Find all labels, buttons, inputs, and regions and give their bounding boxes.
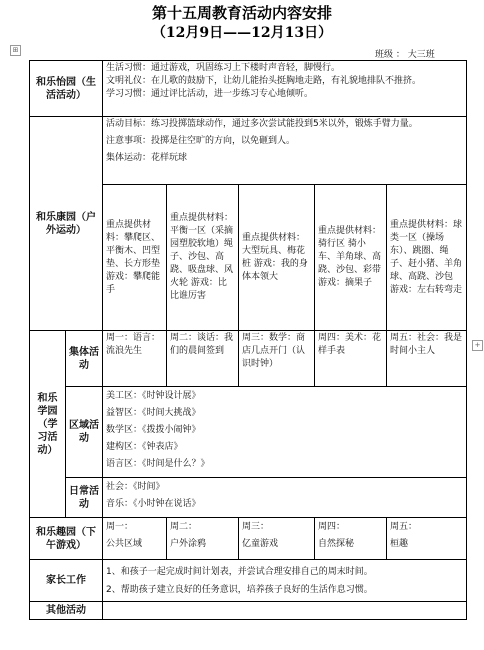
study-area-item: 语言区：《时间是什么？》 bbox=[106, 459, 210, 469]
life-label: 和乐怡园（生活活动） bbox=[30, 61, 103, 117]
games-day-name: 户外涂鸦 bbox=[170, 539, 207, 549]
other-content[interactable] bbox=[103, 602, 467, 620]
parents-item: 2、帮助孩子建立良好的任务意识，培养孩子良好的生活作息习惯。 bbox=[106, 584, 373, 595]
study-area-item: 建构区：《钟表店》 bbox=[106, 442, 183, 452]
other-label: 其他活动 bbox=[30, 602, 103, 620]
games-day-label: 周二： bbox=[170, 522, 198, 532]
games-day-name: 亿童游戏 bbox=[242, 539, 279, 549]
page-subtitle: （12月9日——12月13日） bbox=[151, 25, 333, 41]
study-area-item: 益智区：《时间大挑战》 bbox=[106, 408, 201, 418]
table-row bbox=[30, 61, 467, 117]
study-collective-label: 集体活动 bbox=[66, 331, 103, 387]
games-day bbox=[239, 518, 315, 560]
study-daily-label: 日常活动 bbox=[66, 478, 103, 518]
study-area-label: 区域活动 bbox=[66, 387, 103, 478]
schedule-table bbox=[29, 60, 467, 620]
parents-item: 1、和孩子一起完成时间计划表，并尝试合理安排自己的周末时间。 bbox=[106, 566, 373, 577]
outdoor-label: 和乐康园（户外运动） bbox=[30, 117, 103, 331]
outdoor-zone: 重点提供材料：大型玩具、梅花桩 游戏：我的身体本领大 bbox=[239, 185, 315, 331]
outdoor-zone: 重点提供材料：骑行区 骑小车、羊角球、高跷、沙包、彩带 游戏：摘果子 bbox=[315, 185, 387, 331]
outdoor-zone: 重点提供材料：攀爬区、平衡木、凹型垫、长方形垫 游戏：攀爬能手 bbox=[103, 185, 167, 331]
table-row bbox=[30, 117, 467, 185]
games-day bbox=[315, 518, 387, 560]
study-areas bbox=[103, 387, 467, 478]
life-item: 生活习惯：通过游戏，巩固练习上下楼时声音轻，脚慢行。 bbox=[106, 63, 341, 73]
study-day: 周四：美术：花样手表 bbox=[315, 331, 387, 387]
games-day-name: 公共区域 bbox=[106, 539, 143, 549]
class-label: 班级 ： 大三班 bbox=[375, 50, 435, 60]
outdoor-note: 注意事项：投掷是往空旷的方向，以免砸到人。 bbox=[106, 136, 296, 146]
games-day-name: 桓趣 bbox=[390, 539, 409, 549]
games-day-label: 周四： bbox=[318, 522, 346, 532]
games-day-name: 自然探秘 bbox=[318, 539, 355, 549]
table-resize-handle-icon[interactable]: + bbox=[472, 340, 483, 351]
outdoor-goal: 活动目标：练习投掷篮球动作，通过多次尝试能投到5米以外，锻炼手臂力量。 bbox=[106, 119, 418, 129]
study-area-item: 美工区：《时钟设计展》 bbox=[106, 391, 201, 401]
parents-content bbox=[103, 560, 467, 602]
games-day bbox=[167, 518, 239, 560]
table-row bbox=[30, 518, 467, 560]
games-day bbox=[103, 518, 167, 560]
parents-label: 家长工作 bbox=[30, 560, 103, 602]
games-day-label: 周三： bbox=[242, 522, 270, 532]
study-label: 和乐学园（学习活动） bbox=[30, 331, 66, 518]
outdoor-zone: 重点提供材料：平衡一区（采摘园塑胶软地）绳子、沙包、高跷、吸盘球、风火轮 游戏：比比谁厉害 bbox=[167, 185, 239, 331]
study-area-item: 数学区：《拨拨小闹钟》 bbox=[106, 425, 201, 435]
games-day-label: 周五： bbox=[390, 522, 418, 532]
outdoor-zone: 重点提供材料：球类一区（操场东）、跳圈、绳子、赶小猪、羊角球、高跷、沙包 游戏：左右转弯走 bbox=[387, 185, 467, 331]
life-item: 文明礼仪：在儿歌的鼓励下，让幼儿能抬头挺胸地走路，有礼貌地排队不推挤。 bbox=[106, 76, 422, 86]
games-day bbox=[387, 518, 467, 560]
table-row bbox=[30, 478, 467, 518]
study-day: 周一：语言：流浪先生 bbox=[103, 331, 167, 387]
study-day: 周五：社会：我是时间小主人 bbox=[387, 331, 467, 387]
study-daily-item: 社会：《时间》 bbox=[106, 482, 165, 492]
life-item: 学习习惯：通过评比活动，进一步练习专心地倾听。 bbox=[106, 89, 314, 99]
table-row bbox=[30, 560, 467, 602]
study-daily bbox=[103, 478, 467, 518]
study-day: 周三：数学：商店几点开门（认识时钟） bbox=[239, 331, 315, 387]
table-row bbox=[30, 387, 467, 478]
study-day: 周二：谈话：我们的晨间签到 bbox=[167, 331, 239, 387]
study-daily-item: 音乐：《小时钟在说话》 bbox=[106, 499, 201, 509]
games-day-label: 周一： bbox=[106, 522, 134, 532]
games-label: 和乐趣园（下午游戏） bbox=[30, 518, 103, 560]
life-content bbox=[103, 61, 467, 117]
table-row bbox=[30, 331, 467, 387]
page-title: 第十五周教育活动内容安排 bbox=[151, 4, 332, 22]
outdoor-content bbox=[103, 117, 467, 185]
outdoor-collective: 集体运动：花样玩球 bbox=[106, 153, 188, 163]
table-row bbox=[30, 602, 467, 620]
table-move-handle-icon[interactable]: ⊞ bbox=[10, 45, 21, 56]
